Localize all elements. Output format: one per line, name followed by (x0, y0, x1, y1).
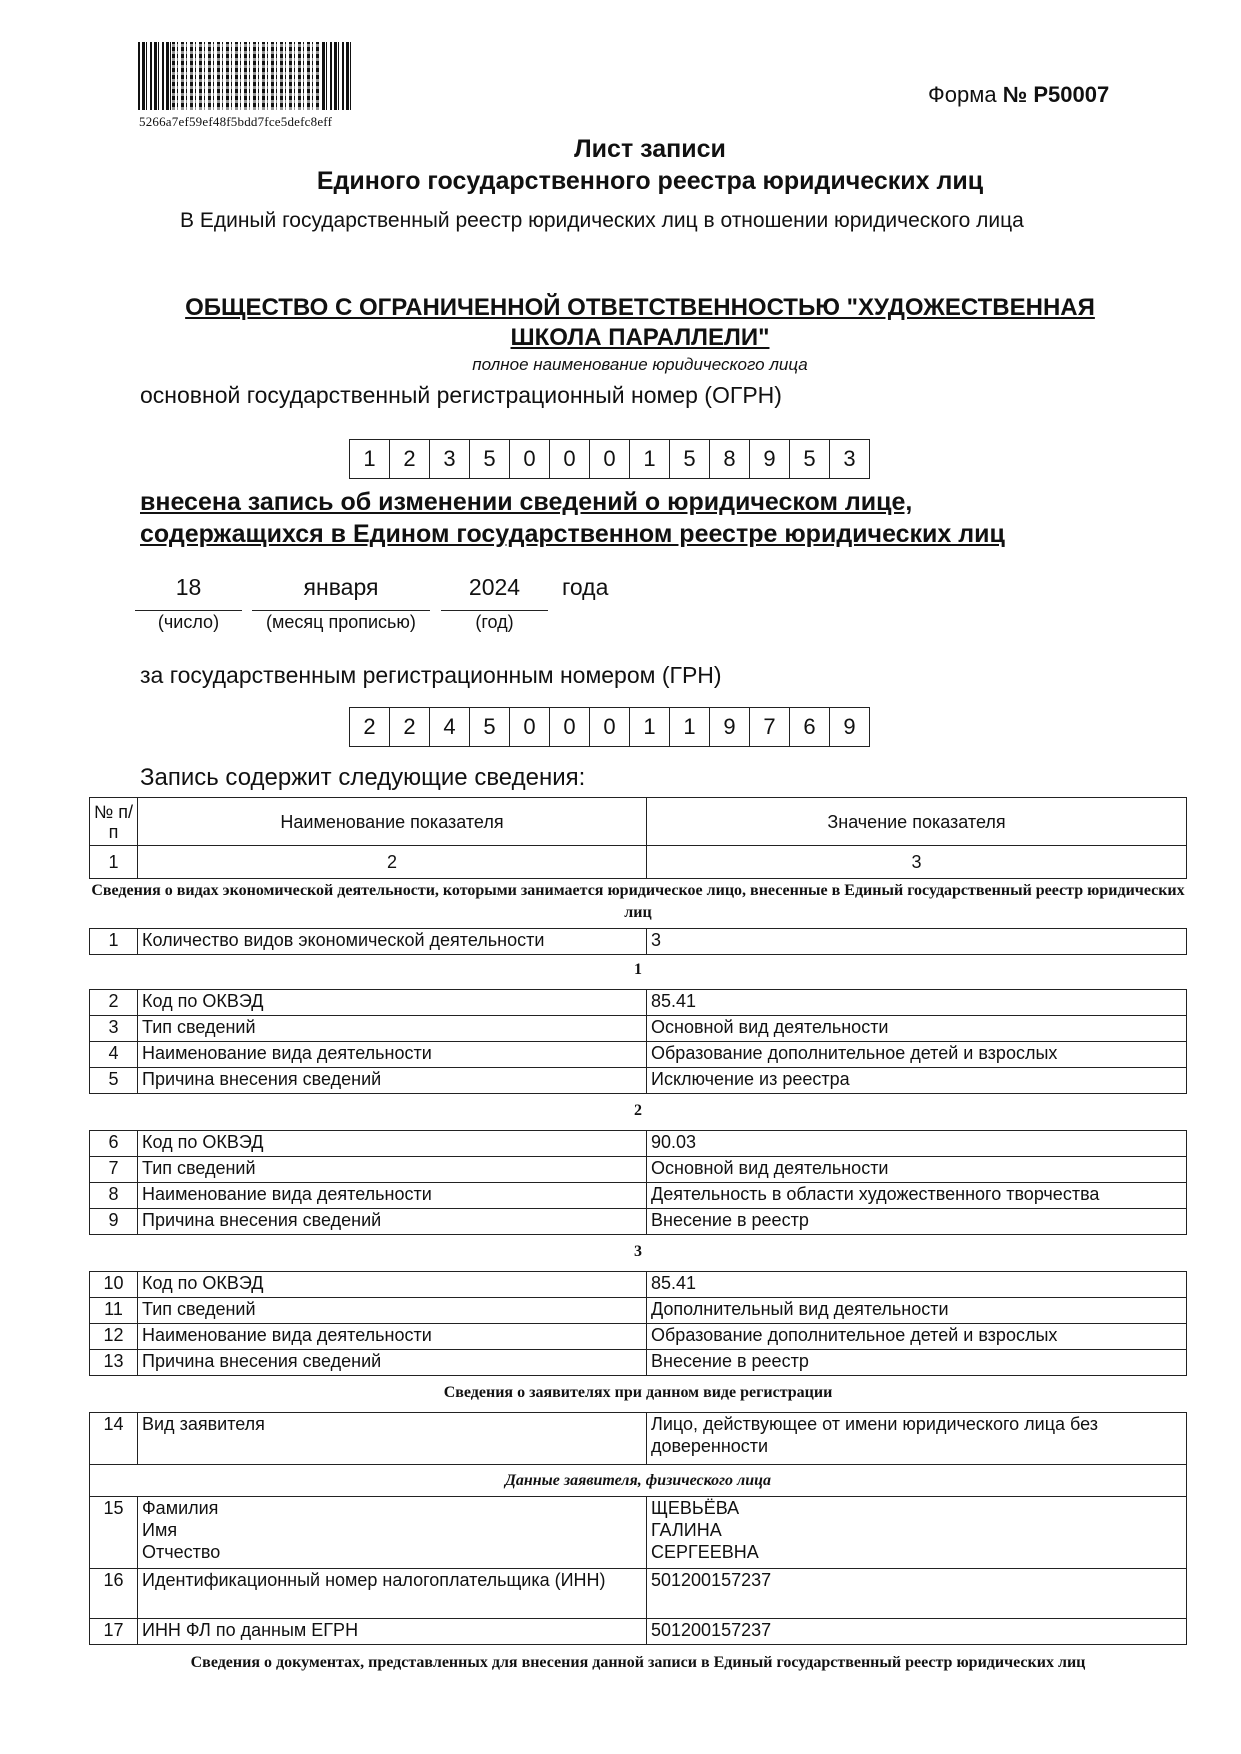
col-name-header: Наименование показателя (138, 798, 647, 846)
organization-name-caption: полное наименование юридического лица (472, 355, 808, 374)
table-row: 11 Тип сведений Дополнительный вид деятельности (90, 1298, 1187, 1324)
table-row: 2 Код по ОКВЭД 85.41 (90, 990, 1187, 1016)
date-year-caption: (год) (475, 612, 514, 632)
table-row: 16 Идентификационный номер налогоплательщика (ИНН) 501200157237 (90, 1569, 1187, 1619)
date-suffix: года (562, 574, 609, 600)
col-name-index: 2 (138, 846, 647, 879)
ogrn-digit: 2 (389, 439, 430, 479)
ogrn-digit: 3 (429, 439, 470, 479)
ogrn-digit: 5 (469, 439, 510, 479)
table-row: 17 ИНН ФЛ по данным ЕГРН 501200157237 (90, 1619, 1187, 1645)
form-number: Форма № Р50007 (928, 82, 1110, 107)
ogrn-digit: 0 (509, 439, 550, 479)
grn-digit: 2 (349, 707, 390, 747)
intro-text: В Единый государственный реестр юридических лиц в отношении юридического лица (180, 209, 1024, 232)
grn-digit: 6 (789, 707, 830, 747)
grn-digit: 0 (589, 707, 630, 747)
date-month: января (303, 574, 379, 600)
table-count (89, 928, 1187, 955)
grn-digit: 0 (549, 707, 590, 747)
table-row: 15 Фамилия Имя Отчество ЩЕВЬЁВА ГАЛИНА СЕРГЕЕВНА (90, 1497, 1187, 1569)
grn-digit: 9 (709, 707, 750, 747)
date-day-caption: (число) (157, 612, 220, 632)
table-row: 9 Причина внесения сведений Внесение в реестр (90, 1209, 1187, 1235)
grn-digit: 5 (469, 707, 510, 747)
ogrn-digit: 0 (549, 439, 590, 479)
table-applicants (89, 1412, 1187, 1645)
col-value-header: Значение показателя (647, 798, 1187, 846)
ogrn-digit: 0 (589, 439, 630, 479)
date-year-line (441, 610, 548, 611)
applicant-subsection: Данные заявителя, физического лица (90, 1465, 1187, 1497)
group-label: 1 (634, 961, 642, 978)
section-applicants-title: Сведения о заявителях при данном виде регистрации (443, 1384, 833, 1401)
col-number-index: 1 (90, 846, 138, 879)
grn-digit: 0 (509, 707, 550, 747)
table-group-1 (89, 989, 1187, 1094)
date-month-line (252, 610, 430, 611)
ogrn-digit: 3 (829, 439, 870, 479)
table-header (89, 797, 1187, 879)
date-day-line (135, 610, 242, 611)
table-row: 1 Количество видов экономической деятельности 3 (90, 929, 1187, 955)
ogrn-label: основной государственный регистрационный номер (ОГРН) (140, 382, 782, 408)
table-row: 3 Тип сведений Основной вид деятельности (90, 1016, 1187, 1042)
page-subtitle: Единого государственного реестра юридических лиц (316, 167, 984, 195)
barcode-code: 5266a7ef59ef48f5bdd7fce5defc8eff (139, 114, 333, 129)
ogrn-digits (350, 439, 870, 479)
grn-digit: 9 (829, 707, 870, 747)
organization-name: ОБЩЕСТВО С ОГРАНИЧЕННОЙ ОТВЕТСТВЕННОСТЬЮ "ХУДОЖЕСТВЕННАЯ ШКОЛА ПАРАЛЛЕЛИ" (185, 294, 1095, 351)
grn-digit: 2 (389, 707, 430, 747)
entry-statement: внесена запись об изменении сведений о юридическом лице, содержащихся в Едином государственном реестре юридических лиц (140, 488, 1005, 548)
table-row: 5 Причина внесения сведений Исключение из реестра (90, 1068, 1187, 1094)
grn-digit: 1 (629, 707, 670, 747)
table-row: 6 Код по ОКВЭД 90.03 (90, 1131, 1187, 1157)
date-month-caption: (месяц прописью) (266, 612, 416, 632)
group-label: 3 (634, 1243, 642, 1260)
table-row: 7 Тип сведений Основной вид деятельности (90, 1157, 1187, 1183)
date-day: 18 (175, 574, 202, 600)
table-row: 13 Причина внесения сведений Внесение в реестр (90, 1350, 1187, 1376)
table-row: 12 Наименование вида деятельности Образование дополнительное детей и взрослых (90, 1324, 1187, 1350)
ogrn-digit: 5 (789, 439, 830, 479)
ogrn-digit: 1 (629, 439, 670, 479)
table-group-2 (89, 1130, 1187, 1235)
table-row: 4 Наименование вида деятельности Образование дополнительное детей и взрослых (90, 1042, 1187, 1068)
grn-digit: 1 (669, 707, 710, 747)
barcode-image (138, 42, 354, 110)
grn-digits (350, 707, 870, 747)
table-row: 14 Вид заявителя Лицо, действующее от имени юридического лица без доверенности (90, 1413, 1187, 1465)
group-label: 2 (634, 1102, 642, 1119)
table-row: 10 Код по ОКВЭД 85.41 (90, 1272, 1187, 1298)
page-title: Лист записи (574, 135, 726, 163)
grn-digit: 7 (749, 707, 790, 747)
col-number-header: № п/п (90, 798, 138, 846)
table-group-3 (89, 1271, 1187, 1376)
grn-label: за государственным регистрационным номером (ГРН) (140, 662, 722, 688)
ogrn-digit: 5 (669, 439, 710, 479)
ogrn-digit: 1 (349, 439, 390, 479)
table-row: 8 Наименование вида деятельности Деятельность в области художественного творчества (90, 1183, 1187, 1209)
date-year: 2024 (468, 574, 521, 600)
ogrn-digit: 9 (749, 439, 790, 479)
col-value-index: 3 (647, 846, 1187, 879)
section-documents-title: Сведения о документах, представленных для внесения данной записи в Единый государственный реестр юридических лиц (190, 1654, 1086, 1671)
grn-digit: 4 (429, 707, 470, 747)
record-label: Запись содержит следующие сведения: (140, 764, 586, 791)
ogrn-digit: 8 (709, 439, 750, 479)
section-okved-title: Сведения о видах экономической деятельности, которыми занимается юридическое лицо, внесенные в Единый государственный реестр юридических лиц (91, 882, 1185, 921)
